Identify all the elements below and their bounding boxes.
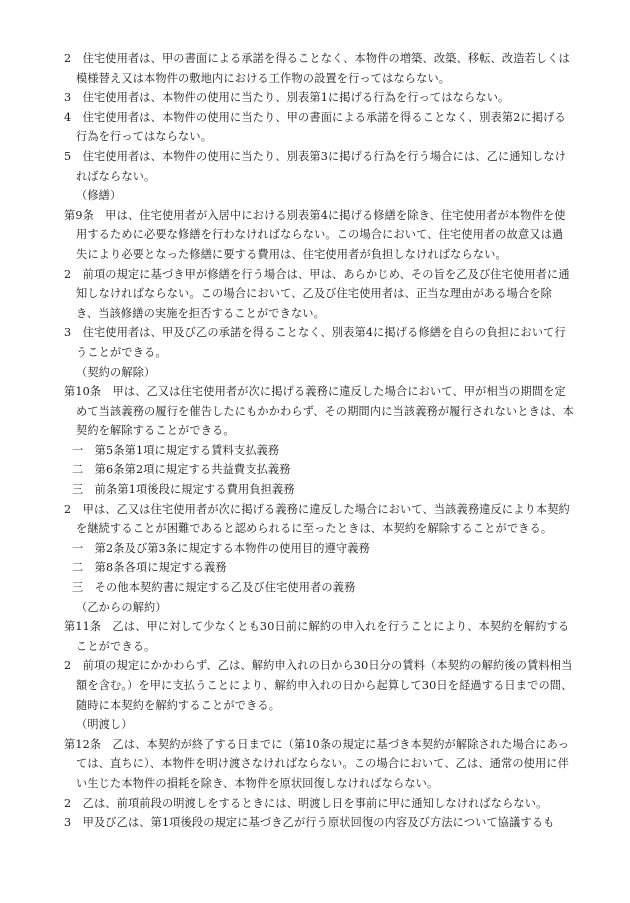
paragraph-8-4: 4 住宅使用者は、本物件の使用に当たり、甲の書面による承諾を得ることなく、別表第2に掲げる行為を行ってはならない。 (64, 110, 566, 144)
article-caption-cancellation: （乙からの解約） (76, 600, 167, 614)
document-body (64, 49, 574, 833)
paragraph-12-3: 3 甲及び乙は、第1項後段の規定に基づき乙が行う原状回復の内容及び方法について協議するも (64, 816, 555, 830)
list-item-10-2-3: 三 その他本契約書に規定する乙及び住宅使用者の義務 (72, 581, 356, 595)
list-item-10-2-2: 二 第8条各項に規定する義務 (72, 561, 227, 575)
paragraph-12-2: 2 乙は、前項前段の明渡しをするときには、明渡し日を事前に甲に通知しなければならない。 (64, 796, 548, 810)
paragraph-10-2: 2 甲は、乙又は住宅使用者が次に掲げる義務に違反した場合において、当該義務違反により本契約を継続することが困難であると認められるに至ったときは、本契約を解除することができる。 (64, 502, 570, 536)
article-11: 第11条 乙は、甲に対して少なくとも30日前に解約の申入れを行うことにより、本契約を解約することができる。 (64, 620, 570, 653)
list-item-10-2-1: 一 第2条及び第3条に規定する本物件の使用目的遵守義務 (72, 541, 370, 555)
article-caption-surrender: （明渡し） (76, 718, 133, 732)
list-item-10-1-3: 三 前条第1項後段に規定する費用負担義務 (72, 483, 295, 497)
list-item-10-1-1: 一 第5条第1項に規定する賃料支払義務 (72, 443, 280, 457)
article-caption-termination: （契約の解除） (76, 365, 156, 379)
article-10: 第10条 甲は、乙又は住宅使用者が次に掲げる義務に違反した場合において、甲が相当の期間を定めて当該義務の履行を催告したにもかかわらず、その期間内に当該義務が履行されないときは、本契約を解除することができる。 (64, 385, 574, 438)
article-9: 第9条 甲は、住宅使用者が入居中における別表第4に掲げる修繕を除き、住宅使用者が本物件を使用するために必要な修繕を行わなければならない。この場合において、住宅使用者の故意又は過失により必要となった修繕に要する費用は、住宅使用者が負担しなければならない。 (64, 208, 566, 261)
paragraph-9-3: 3 住宅使用者は、甲及び乙の承諾を得ることなく、別表第4に掲げる修繕を自らの負担において行うことができる。 (64, 326, 566, 359)
list-item-10-1-2: 二 第6条第2項に規定する共益費支払義務 (72, 463, 291, 477)
article-12: 第12条 乙は、本契約が終了する日までに（第10条の規定に基づき本契約が解除された場合にあっては、直ちに）、本物件を明け渡さなければならない。この場合において、乙は、通常の使用に伴い生じた本物件の損耗を除き、本物件を原状回復しなければならない。 (64, 737, 570, 790)
article-caption-repairs: （修繕） (76, 189, 122, 203)
paragraph-8-2: 2 住宅使用者は、甲の書面による承諾を得ることなく、本物件の増築、改築、移転、改造若しくは模様替え又は本物件の敷地内における工作物の設置を行ってはならない。 (64, 52, 570, 85)
paragraph-8-5: 5 住宅使用者は、本物件の使用に当たり、別表第3に掲げる行為を行う場合には、乙に通知しなければならない。 (64, 149, 567, 183)
paragraph-11-2: 2 前項の規定にかかわらず、乙は、解約申入れの日から30日分の賃料（本契約の解約後の賃料相当額を含む。）を甲に支払うことにより、解約申入れの日から起算して30日を経過する日までの間、随時に本契約を解約することができる。 (64, 659, 573, 712)
paragraph-9-2: 2 前項の規定に基づき甲が修繕を行う場合は、甲は、あらかじめ、その旨を乙及び住宅使用者に通知しなければならない。この場合において、乙及び住宅使用者は、正当な理由がある場合を除き、当該修繕の実施を拒否することができない。 (64, 267, 570, 320)
paragraph-8-3: 3 住宅使用者は、本物件の使用に当たり、別表第1に掲げる行為を行ってはならない。 (64, 91, 510, 105)
